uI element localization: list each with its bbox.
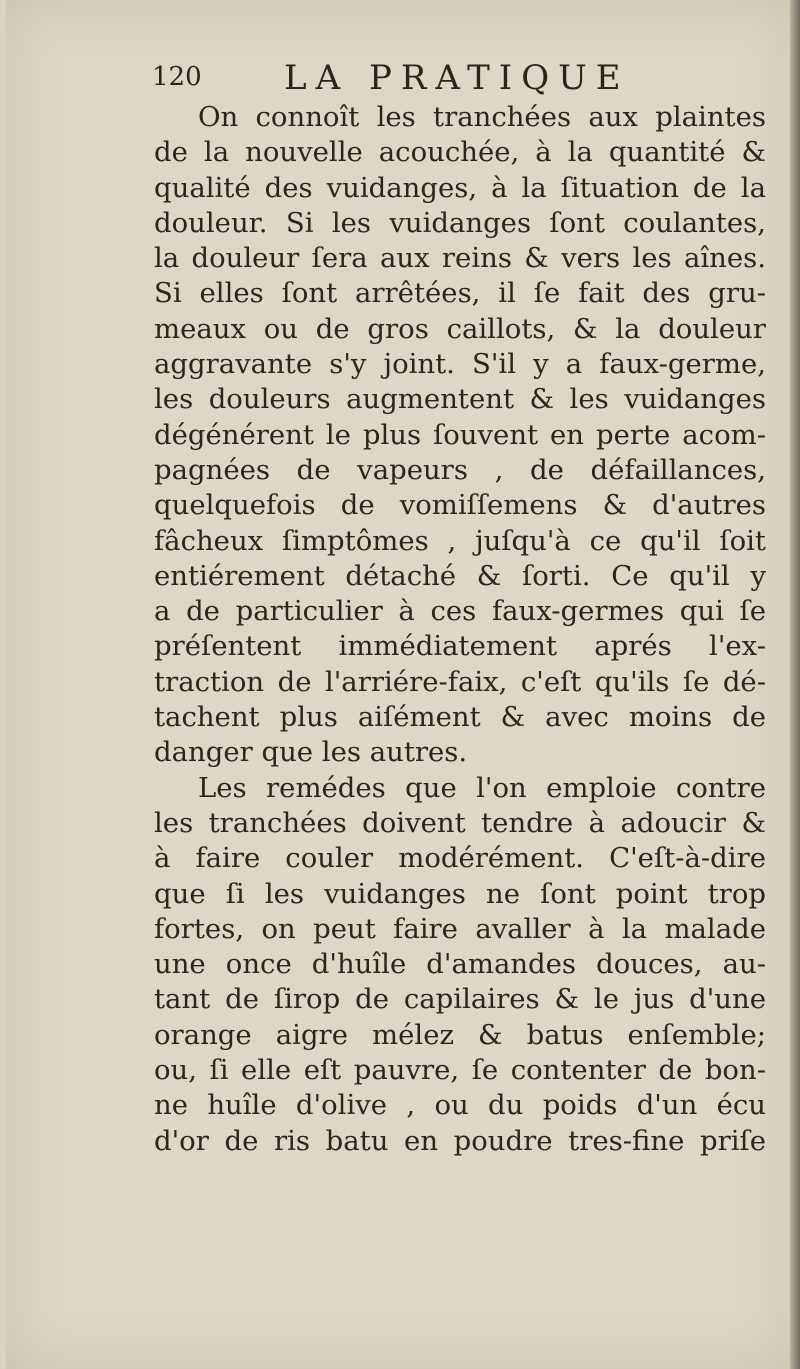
text-line: ne huîle d'olive , ou du poids d'un écu [154, 1089, 766, 1122]
page-edge [790, 0, 800, 1369]
text-line: Si elles ſont arrêtées, il ſe fait des gru- [154, 277, 766, 310]
text-line: préſentent immédiatement aprés l'ex- [154, 630, 766, 663]
text-line: les tranchées doivent tendre à adoucir & [154, 806, 766, 839]
text-line: aggravante s'y joint. S'il y a faux-germe, [154, 348, 766, 381]
body-text [154, 100, 766, 1159]
text-line: une once d'huîle d'amandes douces, au- [154, 948, 766, 981]
text-line: que ſi les vuidanges ne ſont point trop [154, 877, 766, 910]
text-line: à faire couler modérément. C'eſt-à-dire [154, 842, 766, 875]
page-header [152, 58, 772, 98]
text-line: les douleurs augmentent & les vuidanges [154, 383, 766, 416]
text-line: la douleur ſera aux reins & vers les aînes. [154, 242, 766, 275]
text-line: douleur. Si les vuidanges ſont coulantes, [154, 206, 766, 239]
text-line: meaux ou de gros caillots, & la douleur [154, 312, 766, 345]
text-line: fortes, on peut faire avaller à la malade [154, 912, 766, 945]
text-line: dégénérent le plus ſouvent en perte acom- [154, 418, 766, 451]
text-line: de la nouvelle acouchée, à la quantité & [154, 136, 766, 169]
text-line: orange aigre mélez & batus enſemble; [154, 1018, 766, 1051]
running-head: LA PRATIQUE [284, 58, 630, 98]
text-line: d'or de ris batu en poudre tres-fine priſe [154, 1124, 766, 1157]
text-line: entiérement détaché & ſorti. Ce qu'il y [154, 559, 766, 592]
text-line: pagnées de vapeurs , de défaillances, [154, 453, 766, 486]
text-line: danger que les autres. [154, 736, 468, 769]
text-line: quelquefois de vomiſſemens & d'autres [154, 489, 766, 522]
book-page [6, 0, 794, 1369]
page-number: 120 [152, 62, 202, 92]
text-line: qualité des vuidanges, à la ſituation de la [154, 171, 766, 204]
text-line: fâcheux ſimptômes , juſqu'à ce qu'il ſoit [154, 524, 766, 557]
text-line: Les remédes que l'on emploie contre [198, 771, 766, 804]
text-line: On connoît les tranchées aux plaintes [198, 101, 766, 133]
text-line: a de particulier à ces faux-germes qui ſe [154, 595, 766, 628]
text-line: ou, ſi elle eſt pauvre, ſe contenter de bon- [154, 1054, 766, 1087]
text-line: tant de ſirop de capilaires & le jus d'une [154, 983, 766, 1016]
text-line: traction de l'arriére-faix, c'eſt qu'ils ſe dé- [154, 665, 766, 698]
text-line: tachent plus aiſément & avec moins de [154, 701, 766, 734]
